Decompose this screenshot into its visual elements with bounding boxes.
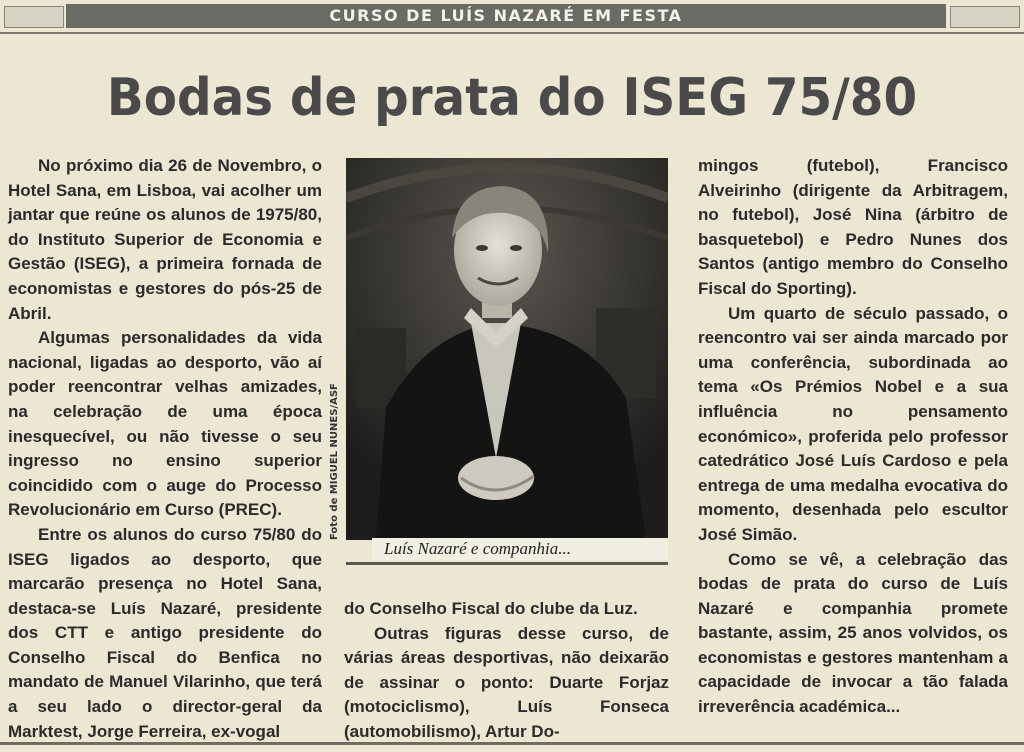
headline: Bodas de prata do ISEG 75/80	[106, 68, 918, 128]
photo-credit: Foto de MIGUEL NUNES/ASF	[329, 383, 340, 540]
kicker-label: CURSO DE LUÍS NAZARÉ EM FESTA	[66, 4, 946, 28]
paragraph: Outras figuras desse curso, de várias áreas desportivas, não deixarão de assinar o ponto: Duarte Forjaz (motociclismo), Luís Fonseca (automobilismo), Artur Do-	[344, 623, 669, 741]
photo-caption: Luís Nazaré e companhia...	[372, 538, 668, 560]
paragraph: Um quarto de século passado, o reencontro vai ser ainda marcado por uma conferência, subordinada ao tema «Os Prémios Nobel e a sua influência no pensamento económico», proferida pelo professor catedrático José Luís Cardoso e pela entrega de uma medalha evocativa do momento, desenhada pelo escultor José Simão.	[698, 303, 1008, 544]
article-column-2	[344, 597, 669, 745]
paragraph: do Conselho Fiscal do clube da Luz.	[344, 599, 638, 618]
top-divider	[0, 32, 1024, 34]
article-column-3	[698, 154, 1008, 720]
paragraph: Entre os alunos do curso 75/80 do ISEG ligados ao desporto, que marcarão presença no Hotel Sana, destaca-se Luís Nazaré, presidente dos CTT e antigo presidente do Conselho Fiscal do Benfica no mandato de Manuel Vilarinho, que terá a seu lado o director-geral da Marktest, Jorge Ferreira, ex-vogal	[8, 524, 322, 741]
paragraph: No próximo dia 26 de Novembro, o Hotel Sana, em Lisboa, vai acolher um jantar que reúne os alunos de 1975/80, do Instituto Superior de Economia e Gestão (ISEG), a primeira fornada de economistas e gestores do pós-25 de Abril.	[8, 156, 322, 323]
kicker-bar-left-block	[4, 6, 64, 28]
paragraph: Como se vê, a celebração das bodas de prata do curso de Luís Nazaré e companhia promete bastante, assim, 25 anos volvidos, os economistas e gestores mantenham a capacidade de invocar a tão falada irreverência académica...	[698, 549, 1008, 717]
kicker-bar-right-block	[950, 6, 1020, 28]
kicker-bar	[0, 0, 1024, 32]
paragraph: mingos (futebol), Francisco Alveirinho (dirigente da Arbitragem, no futebol), José Nina (árbitro de basquetebol) e Pedro Nunes dos Santos (antigo membro do Conselho Fiscal do Sporting).	[698, 156, 1008, 298]
photo-image	[346, 158, 668, 540]
paragraph: Algumas personalidades da vida nacional, ligadas ao desporto, vão aí poder reencontrar velhas amizades, na celebração de uma época inesquecível, ou não tivesse o seu ingresso no ensino superior coincidido com o auge do Processo Revolucionário em Curso (PREC).	[8, 328, 322, 520]
bottom-divider	[0, 742, 1024, 745]
photo	[346, 158, 668, 540]
article-column-1	[8, 154, 322, 744]
caption-rule	[346, 562, 668, 565]
